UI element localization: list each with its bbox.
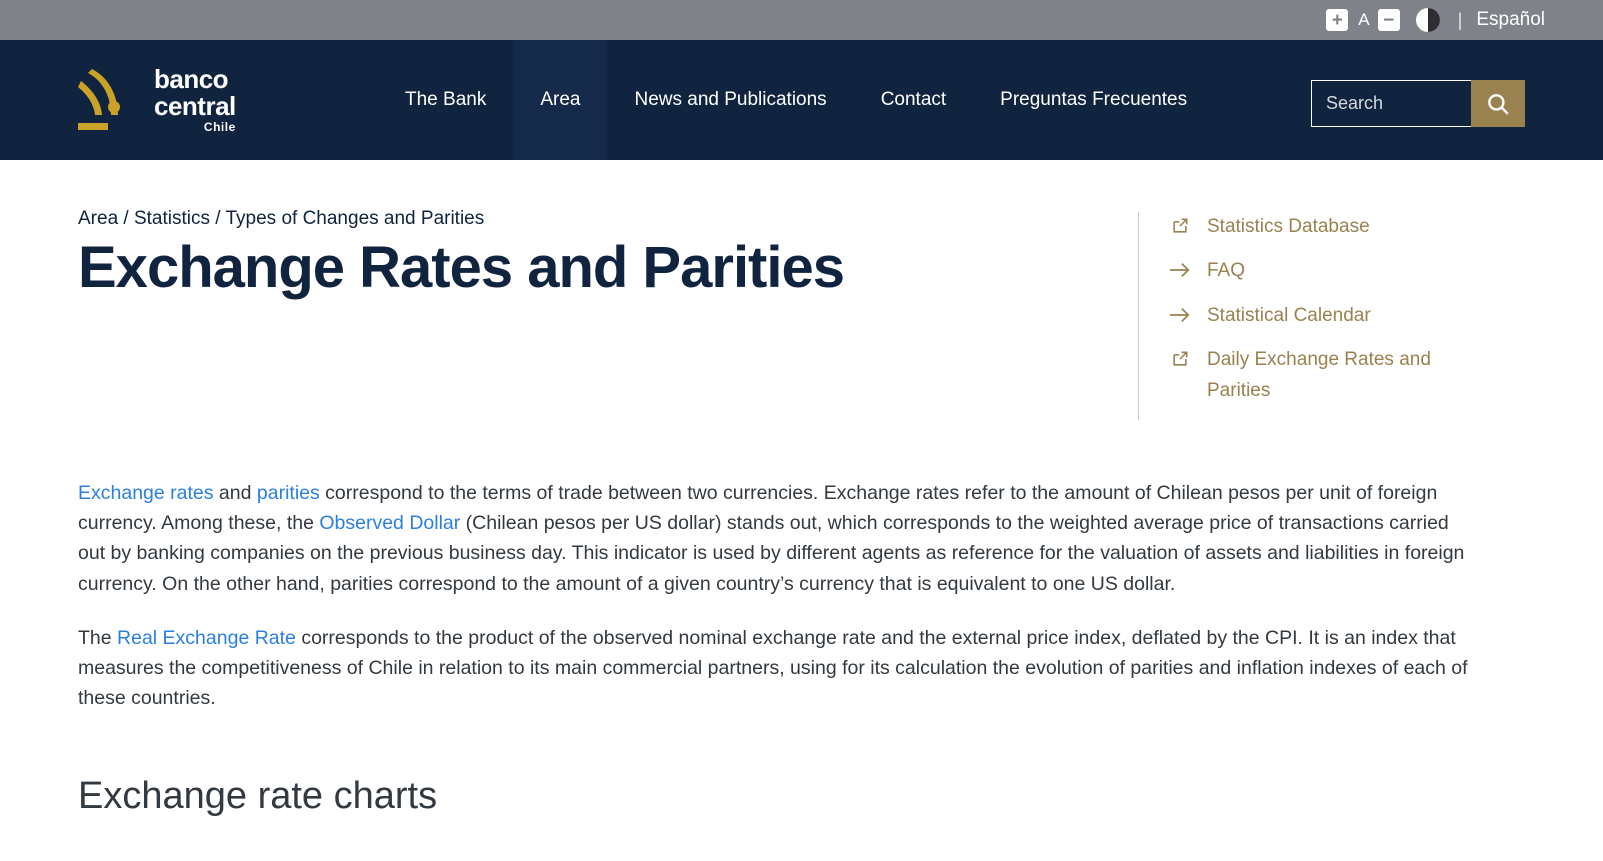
nav-item-area[interactable]: Area bbox=[513, 40, 607, 160]
link-real-exchange-rate[interactable]: Real Exchange Rate bbox=[117, 626, 296, 649]
external-link-icon bbox=[1169, 214, 1191, 238]
page-top-section bbox=[78, 160, 1525, 420]
bank-logo[interactable] bbox=[78, 66, 338, 133]
language-switch-link[interactable]: Español bbox=[1476, 9, 1545, 30]
contrast-icon[interactable] bbox=[1416, 8, 1440, 32]
quick-link-label: FAQ bbox=[1207, 260, 1246, 282]
main-navigation bbox=[378, 40, 1214, 160]
site-header bbox=[0, 40, 1603, 160]
search-button[interactable] bbox=[1471, 80, 1525, 127]
accessibility-topbar bbox=[0, 0, 1603, 40]
text-segment: (Chilean pesos per US dollar) stands out, which corresponds to the weighted average price of transactions carried out by banking companies on the previous business day. This indicator is used by different agents as reference for the valuation of assets and liabilities in foreign currency. On the other hand, parities correspond to the amount of a given country’s currency that is equivalent to one US dollar. bbox=[78, 512, 1465, 595]
quick-link-statistics-database[interactable] bbox=[1169, 212, 1498, 242]
nav-item-news-and-publications[interactable]: News and Publications bbox=[634, 89, 827, 110]
paragraph-2 bbox=[78, 623, 1478, 714]
search-icon bbox=[1485, 91, 1511, 117]
quick-links-panel bbox=[1138, 212, 1498, 420]
logo-line-3: Chile bbox=[203, 120, 236, 135]
quick-link-daily-exchange-rates-and-parities[interactable] bbox=[1169, 345, 1498, 406]
link-observed-dollar[interactable]: Observed Dollar bbox=[319, 512, 461, 535]
logo-line-2: central bbox=[154, 90, 236, 121]
nav-item-the-bank[interactable]: The Bank bbox=[405, 89, 487, 110]
nav-item-contact[interactable]: Contact bbox=[880, 89, 947, 110]
page-title: Exchange Rates and Parities bbox=[78, 235, 844, 300]
logo-wordmark bbox=[154, 66, 236, 133]
text-segment: The bbox=[78, 626, 118, 649]
increase-text-size-icon[interactable]: + bbox=[1326, 9, 1348, 31]
quick-link-statistical-calendar[interactable] bbox=[1169, 301, 1498, 331]
title-column bbox=[78, 208, 1138, 420]
arrow-right-icon bbox=[1169, 303, 1191, 327]
topbar-separator: | bbox=[1457, 9, 1463, 30]
quick-link-faq[interactable] bbox=[1169, 256, 1498, 286]
quick-link-label: Statistics Database bbox=[1207, 216, 1370, 237]
quick-link-label: Daily Exchange Rates and Parities bbox=[1207, 349, 1431, 401]
logo-mark-icon bbox=[78, 67, 140, 133]
link-exchange-rates[interactable]: Exchange rates bbox=[78, 481, 214, 504]
search-area bbox=[1311, 80, 1525, 127]
text-size-label: A bbox=[1358, 10, 1370, 29]
link-parities[interactable]: parities bbox=[256, 481, 320, 504]
decrease-text-size-icon[interactable]: − bbox=[1378, 9, 1400, 31]
section-heading-exchange-rate-charts: Exchange rate charts bbox=[78, 775, 438, 818]
nav-item-preguntas-frecuentes[interactable]: Preguntas Frecuentes bbox=[1000, 89, 1188, 110]
paragraph-1 bbox=[78, 478, 1478, 599]
breadcrumb: Area / Statistics / Types of Changes and Parities bbox=[78, 208, 485, 229]
external-link-icon bbox=[1169, 347, 1191, 371]
page-body bbox=[0, 160, 1603, 818]
arrow-right-icon bbox=[1169, 258, 1191, 282]
logo-line-1: banco bbox=[154, 64, 229, 95]
quick-link-label: Statistical Calendar bbox=[1207, 304, 1371, 326]
text-segment: corresponds to the product of the observed nominal exchange rate and the external price index, deflated by the CPI. It is an index that measures the competitiveness of Chile in relation to its main commercial partners, using for its calculation the evolution of parities and inflation indexes of each of these countries. bbox=[78, 626, 1468, 710]
accessibility-tools bbox=[1326, 8, 1439, 32]
text-segment: correspond to the terms of trade between two currencies. Exchange rates refer to the amount of Chilean pesos per unit of foreign currency. Among these, the bbox=[78, 481, 1438, 535]
text-segment: and bbox=[213, 481, 257, 504]
search-input[interactable] bbox=[1311, 80, 1471, 127]
intro-text bbox=[78, 478, 1478, 714]
